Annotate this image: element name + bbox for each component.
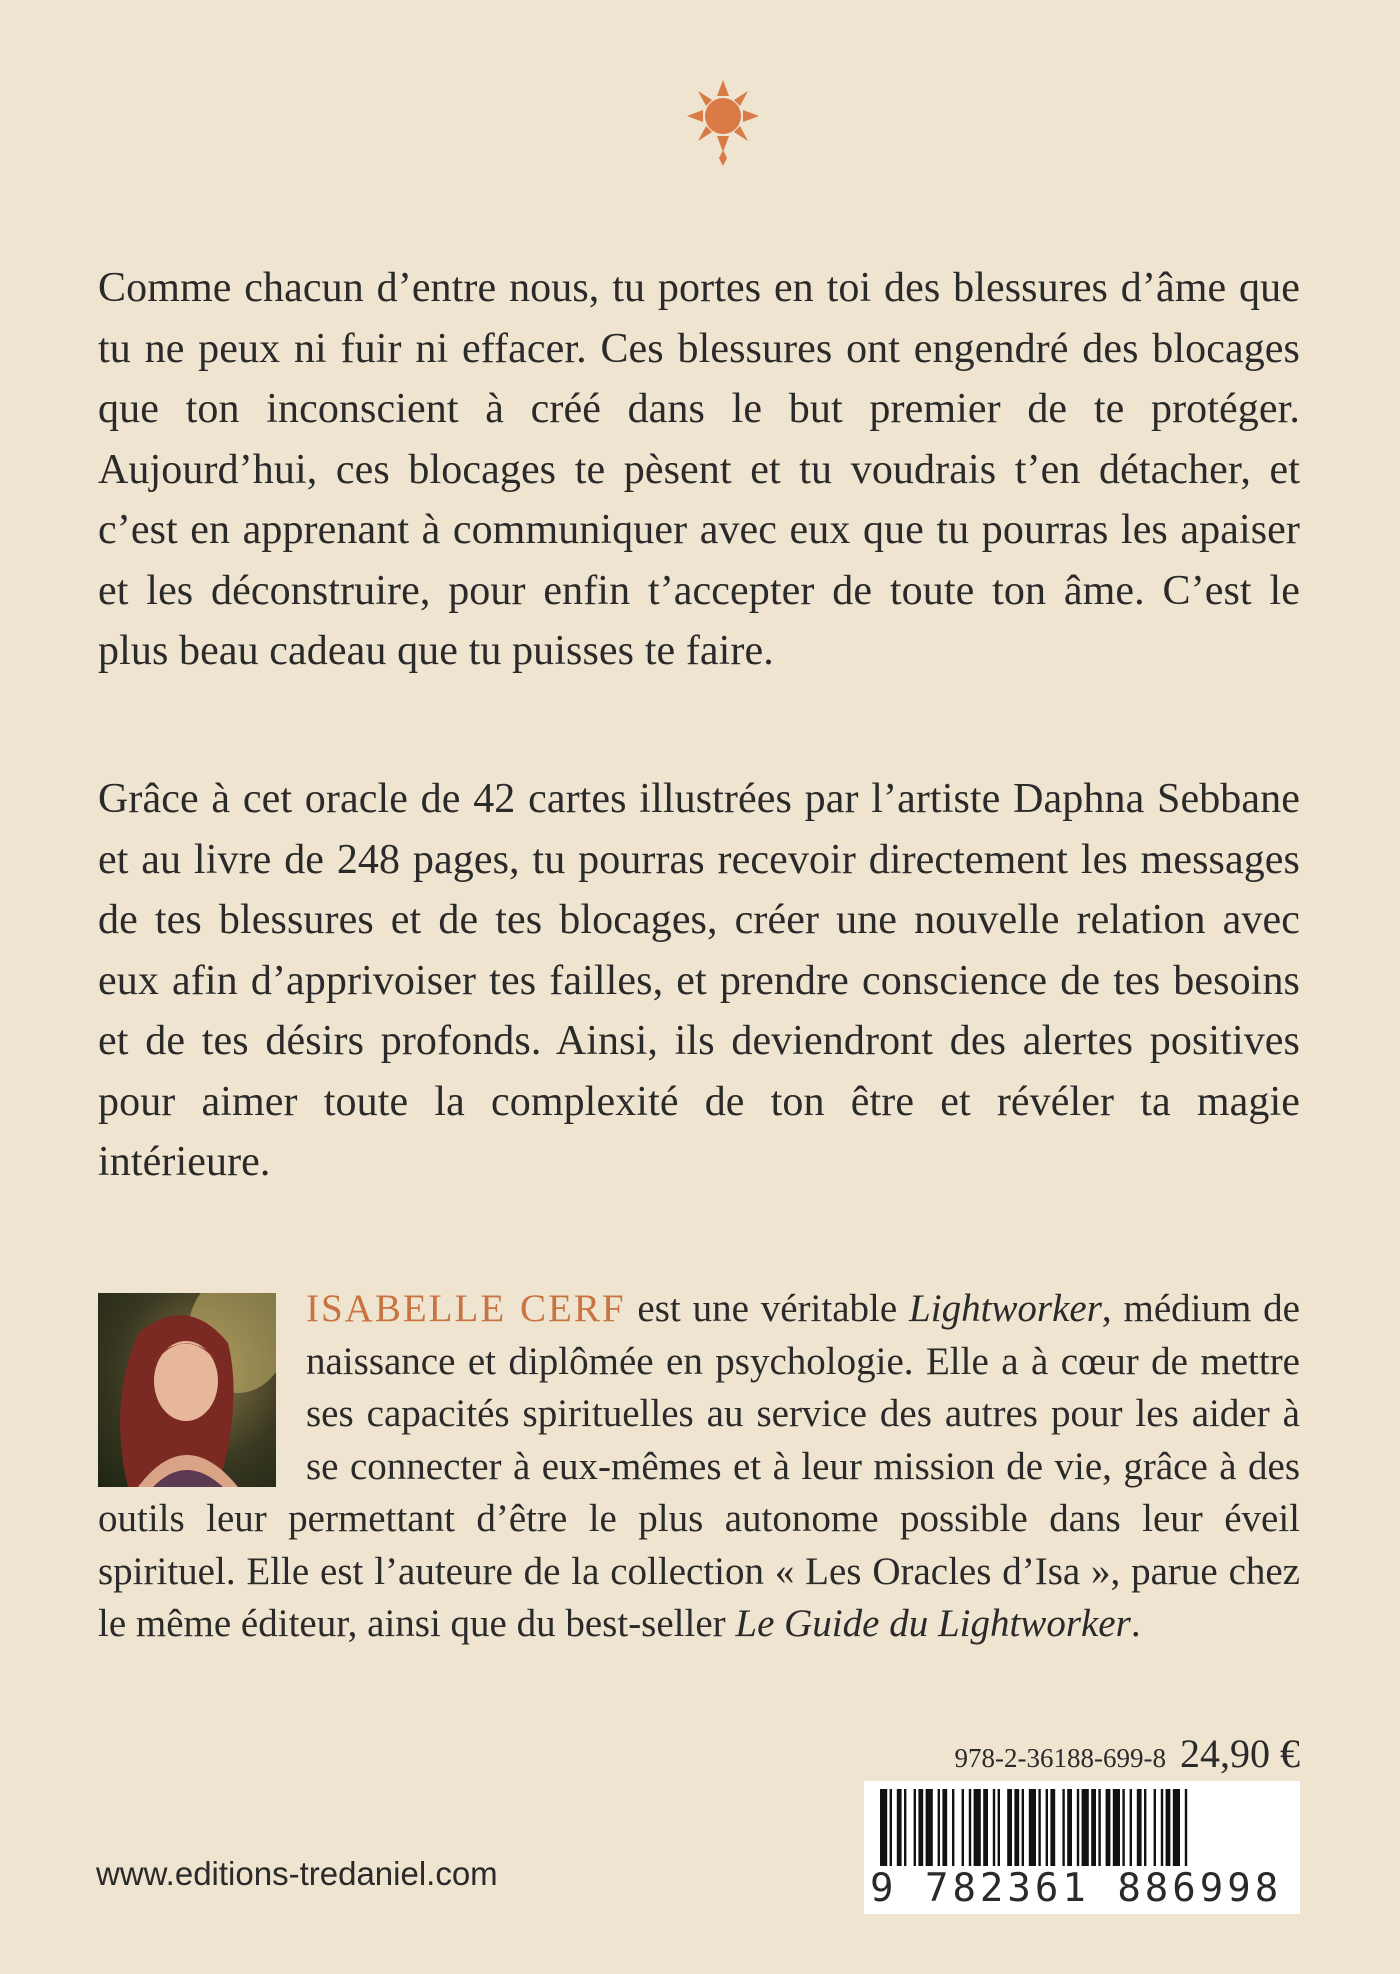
moon-sun-icon [620, 66, 780, 196]
bio-term: Lightworker [909, 1287, 1102, 1330]
bio-book-title: Le Guide du Lightworker [735, 1602, 1131, 1645]
publisher-website: www.editions-tredaniel.com [96, 1855, 498, 1892]
barcode-digits: 9 782361 886998 [870, 1866, 1290, 1911]
price: 24,90 € [1180, 1731, 1300, 1776]
isbn-price-line [862, 1730, 1300, 1777]
bio-text: , médium de naissance et diplômée en psychologie. Elle a à cœur de mettre ses capacités spirituelles au service des autres pour les aider à se connecter à eux-mêmes et à leur mission de vie, grâce à des outils leur permettant d’être le plus autonome possible dans leur éveil spirituel. Elle est l’auteure de la collection « Les Oracles d’Isa », parue chez le même éditeur, ainsi que du best-seller [98, 1287, 1300, 1645]
photo-spacer [98, 1283, 306, 1491]
bio-text: est une véritable [625, 1287, 910, 1330]
description-paragraph: Comme chacun d’entre nous, tu portes en toi des blessures d’âme que tu ne peux ni fuir ni effacer. Ces blessures ont engendré des blocages que ton inconscient à créé dans le but premier de te protéger. Aujourd’hui, ces blocages te pèsent et tu voudrais t’en détacher, et c’est en apprenant à communiquer avec eux que tu pourras les apaiser et les déconstruire, pour enfin t’accepter de toute ton âme. C’est le plus beau cadeau que tu puisses te faire. [98, 265, 1300, 674]
bio-text: . [1130, 1602, 1141, 1645]
author-bio [98, 1283, 1300, 1651]
isbn-number: 978-2-36188-699-8 [954, 1743, 1166, 1773]
author-name: ISABELLE CERF [306, 1287, 626, 1330]
description-paragraph: Grâce à cet oracle de 42 cartes illustrées par l’artiste Daphna Sebbane et au livre de 248 pages, tu pourras recevoir directement les messages de tes blessures et de tes blocages, créer une nouvelle relation avec eux afin d’apprivoiser tes failles, et prendre conscience de tes besoins et de tes désirs profonds. Ainsi, ils deviendront des alertes positives pour aimer toute la complexité de ton être et révéler ta magie intérieure. [98, 776, 1300, 1185]
